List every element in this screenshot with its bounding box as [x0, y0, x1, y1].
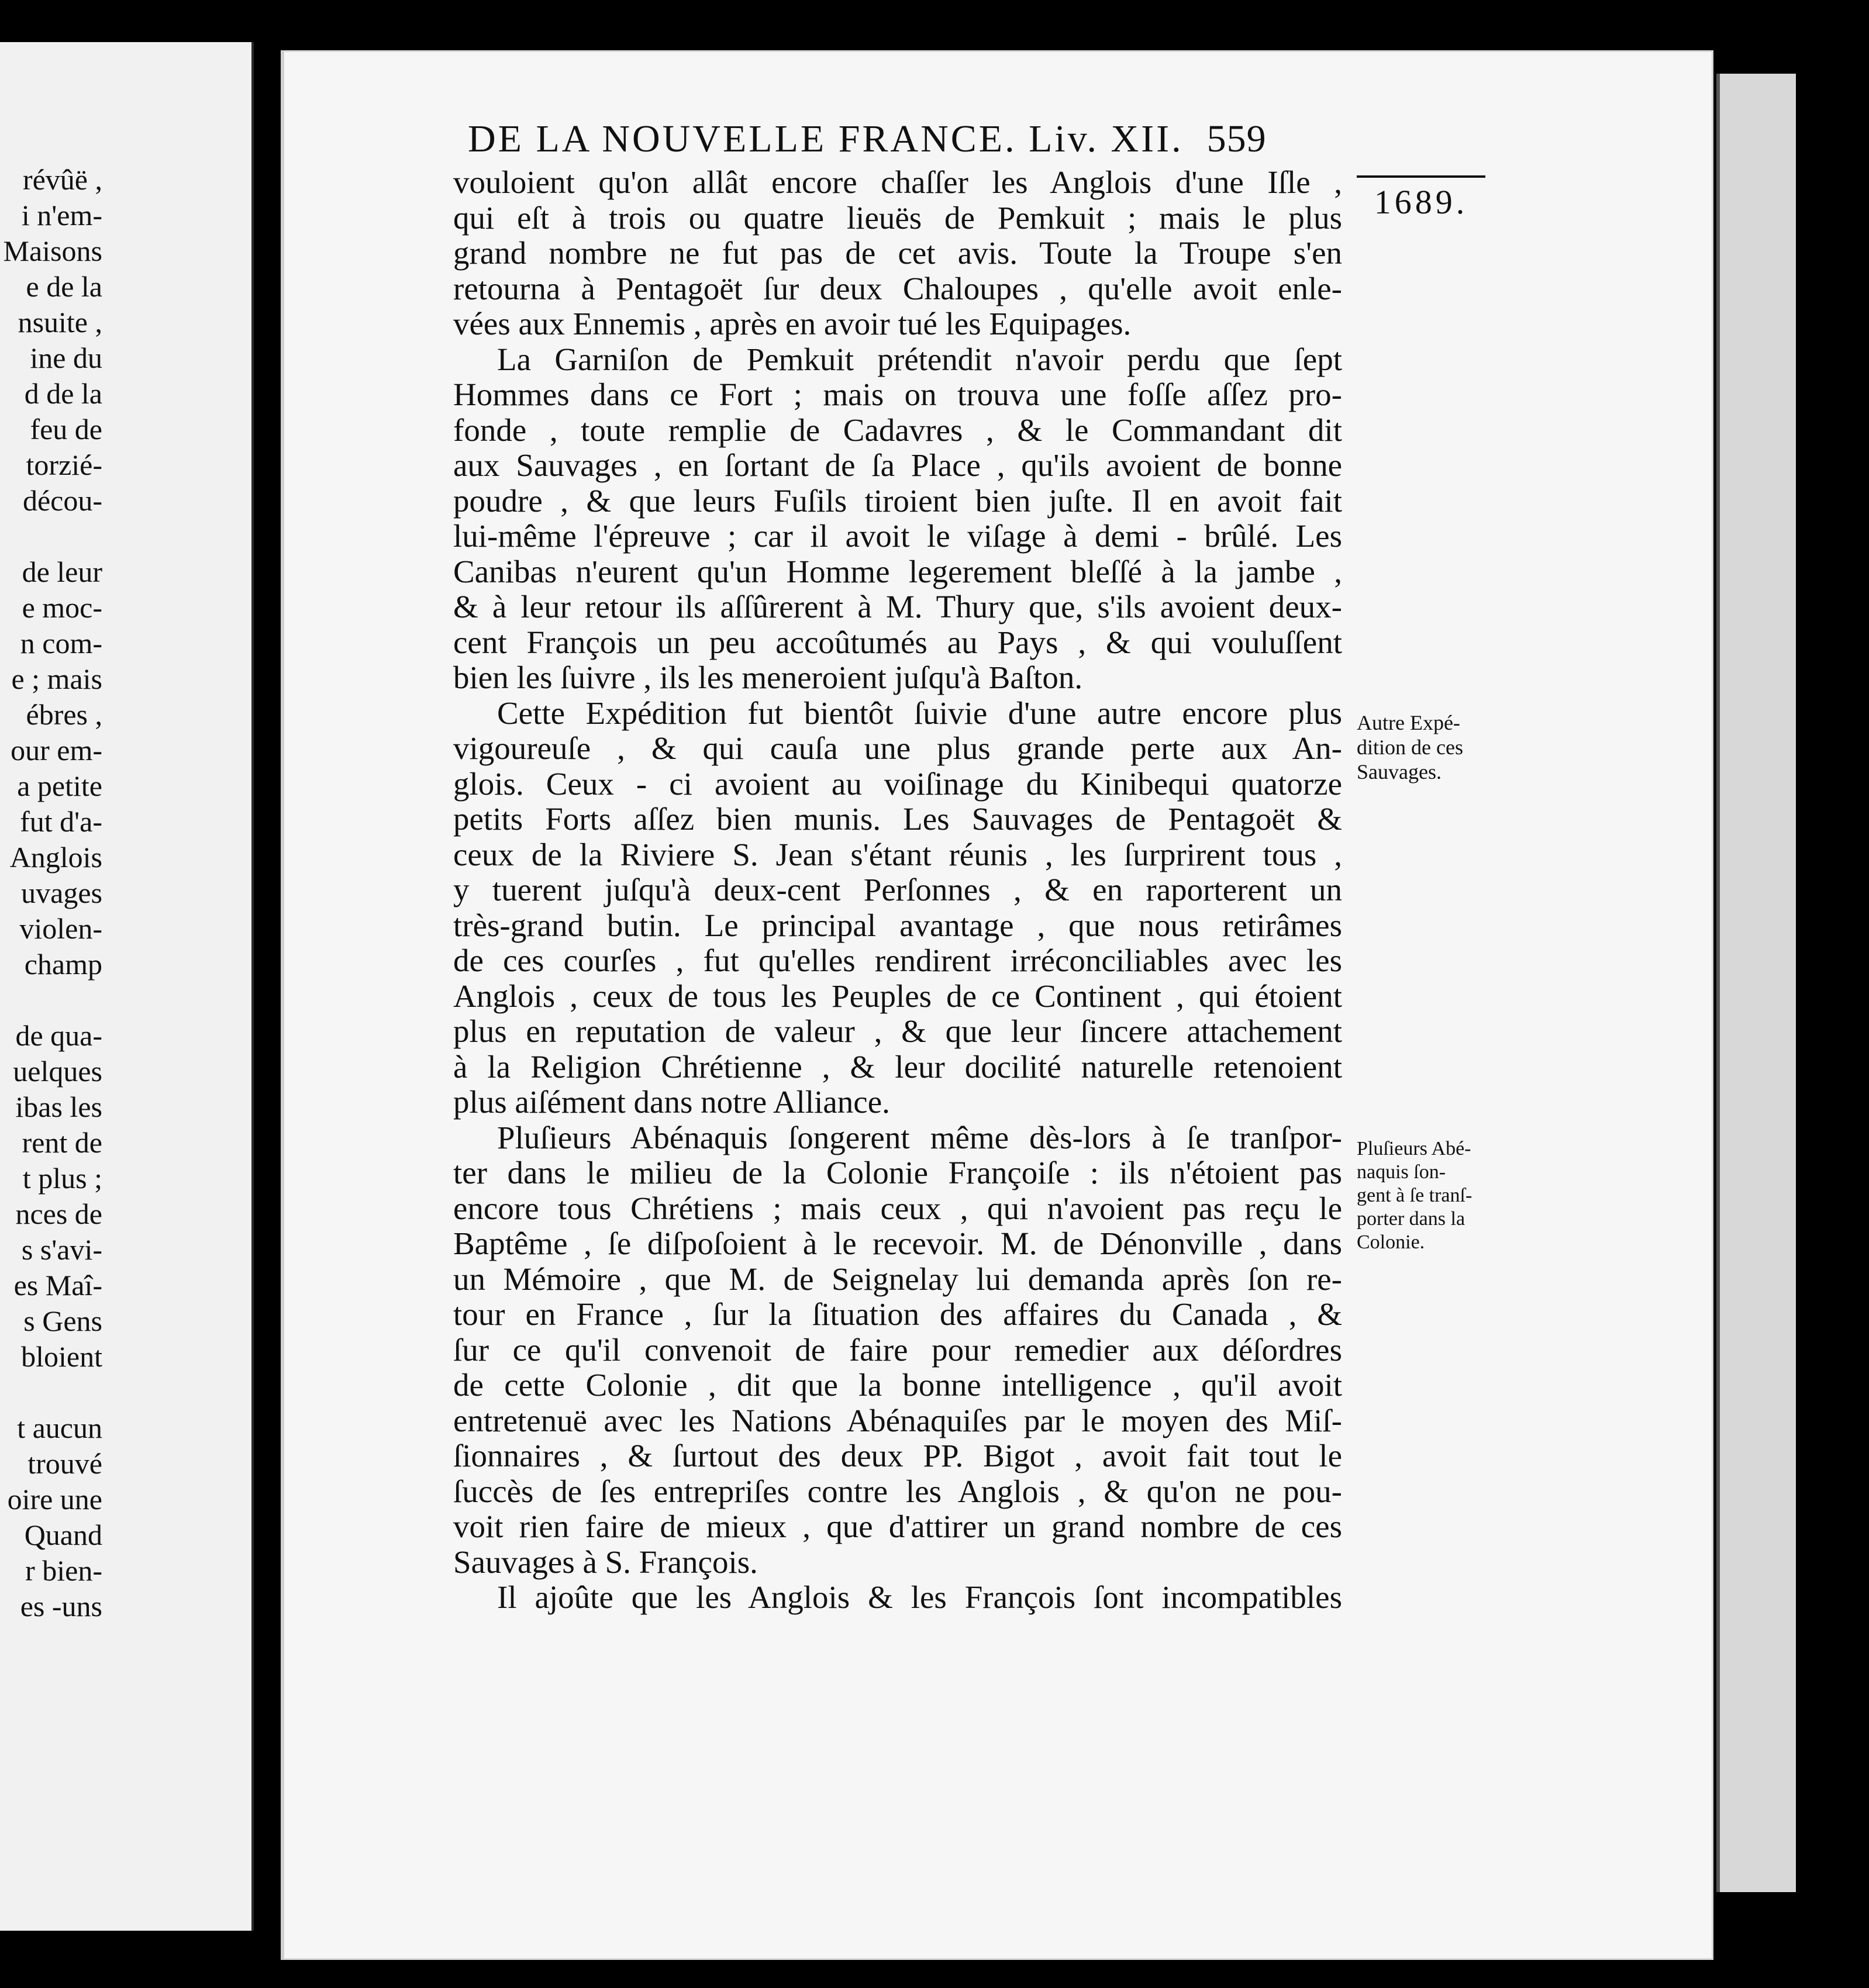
text-line: à la Religion Chrétienne , & leur docilité naturelle retenoient [453, 1048, 1342, 1085]
text-line: ſur ce qu'il convenoit de faire pour remedier aux déſordres [453, 1331, 1342, 1368]
page-edge [1716, 74, 1796, 1892]
left-page-fragment: es Maî- [13, 1269, 102, 1302]
left-page-fragment [4, 1375, 102, 1410]
left-page-fragment: oire une [7, 1483, 102, 1516]
left-page-fragment: e de la [26, 270, 102, 303]
text-line: très-grand butin. Le principal avantage , que nous retirâmes [453, 907, 1342, 943]
text-line: plus aiſément dans notre Alliance. [453, 1084, 890, 1120]
text-line: de cette Colonie , dit que la bonne intelligence , qu'il avoit [453, 1367, 1342, 1403]
text-line: un Mémoire , que M. de Seignelay lui demanda après ſon re- [453, 1261, 1342, 1297]
left-page-fragment: uelques [13, 1055, 102, 1088]
text-line: Cette Expédition fut bientôt ſuivie d'une autre encore plus [497, 695, 1342, 731]
text-line: petits Forts aſſez bien munis. Les Sauvages de Pentagoët & [453, 801, 1342, 837]
text-line: ceux de la Riviere S. Jean s'étant réunis , les ſurprirent tous , [453, 836, 1342, 872]
text-line: grand nombre ne fut pas de cet avis. Toute la Troupe s'en [453, 235, 1342, 271]
text-line: La Garniſon de Pemkuit prétendit n'avoir perdu que ſept [497, 341, 1342, 377]
margin-note-line: porter dans la [1357, 1208, 1465, 1230]
running-head-title: DE LA NOUVELLE FRANCE. Liv. XII. [468, 118, 1184, 160]
text-line: bien les ſuivre , ils les meneroient juſqu'à Baſton. [453, 660, 1083, 695]
text-line: & à leur retour ils aſſûrerent à M. Thury que, s'ils avoient deux- [453, 589, 1342, 624]
text-line: tour en France , ſur la ſituation des affaires du Canada , & [453, 1296, 1342, 1332]
text-line: de ces courſes , fut qu'elles rendirent irréconciliables avec les [453, 943, 1342, 978]
left-page-fragment: de qua- [15, 1019, 102, 1052]
text-line: ſionnaires , & ſurtout des deux PP. Bigot , avoit fait tout le [453, 1438, 1342, 1473]
left-page-fragment: ine du [30, 341, 102, 374]
text-line: Sauvages à S. François. [453, 1544, 758, 1580]
left-page-fragment [4, 519, 102, 554]
text-line: poudre , & que leurs Fuſils tiroient bien juſte. Il en avoit fait [453, 482, 1342, 519]
left-page-fragment: s s'avi- [21, 1233, 102, 1266]
text-line: Il ajoûte que les Anglois & les François ſont incompatibles [497, 1579, 1342, 1615]
margin-note-plusieurs-abenaquis [1357, 1137, 1497, 1254]
text-line: ter dans le milieu de la Colonie Françoiſe : ils n'étoient pas [453, 1155, 1342, 1190]
text-line: Pluſieurs Abénaquis ſongerent même dès-lors à ſe tranſpor- [497, 1119, 1342, 1155]
left-page-text-fragments [0, 162, 102, 1682]
text-line: Hommes dans ce Fort ; mais on trouva une foſſe aſſez pro- [453, 377, 1342, 412]
left-page-fragment: uvages [21, 876, 102, 909]
left-page-fragment: s Gens [23, 1304, 102, 1337]
text-line: entretenuë avec les Nations Abénaquiſes par le moyen des Miſ- [453, 1402, 1342, 1438]
left-page-fragment: révûë , [22, 163, 102, 196]
body-text [453, 165, 1342, 1616]
left-page-fragment: feu de [30, 413, 102, 446]
margin-note-line: Autre Expé- [1357, 711, 1460, 734]
left-page-fragment: Anglois [9, 841, 102, 874]
text-line: retourna à Pentagoët ſur deux Chaloupes , qu'elle avoit enle- [453, 270, 1342, 306]
text-line: plus en reputation de valeur , & que leur ſincere attachement [453, 1013, 1342, 1049]
left-page-fragment: fut d'a- [20, 805, 102, 838]
left-page-fragment: ibas les [15, 1090, 102, 1123]
text-line: glois. Ceux - ci avoient au voiſinage du Kinibequi quatorze [453, 765, 1342, 802]
text-line: Canibas n'eurent qu'un Homme legerement bleſſé à la jambe , [453, 553, 1342, 589]
left-page-fragment: ébres , [26, 698, 102, 731]
left-page-fragment: Maisons [3, 234, 102, 267]
left-page-fragment: t plus ; [22, 1162, 102, 1195]
left-page-fragment: nsuite , [18, 306, 102, 339]
left-page-fragment: nces de [15, 1197, 102, 1230]
left-page-fragment: violen- [19, 912, 102, 945]
text-line: Baptême , ſe diſpoſoient à le recevoir. M. de Dénonville , dans [453, 1226, 1342, 1261]
left-page-fragment: champ [24, 948, 102, 981]
text-line: vigoureuſe , & qui cauſa une plus grande perte aux An- [453, 730, 1342, 766]
left-page-fragment: e moc- [22, 591, 102, 624]
text-line: encore tous Chrétiens ; mais ceux , qui n'avoient pas reçu le [453, 1190, 1342, 1226]
text-line: qui eſt à trois ou quatre lieuës de Pemkuit ; mais le plus [453, 199, 1342, 236]
margin-year: 1689. [1357, 175, 1485, 222]
text-line: vouloient qu'on allât encore chaſſer les Anglois d'une Iſle , [453, 164, 1342, 200]
left-page-fragment: our em- [11, 734, 102, 767]
margin-note-line: dition de ces [1357, 736, 1463, 759]
left-page-fragment: t aucun [17, 1411, 102, 1444]
text-line: lui-même l'épreuve ; car il avoit le viſage à demi - brûlé. Les [453, 518, 1342, 554]
text-line: vées aux Ennemis , après en avoir tué les Equipages. [453, 306, 1132, 341]
text-line: cent François un peu accoûtumés au Pays , & qui vouluſſent [453, 624, 1342, 660]
margin-note-line: naquis ſon- [1357, 1161, 1446, 1183]
left-page-fragment: décou- [22, 484, 102, 517]
left-page-fragment: d de la [24, 377, 102, 410]
margin-note-line: Colonie. [1357, 1231, 1425, 1253]
page-number: 559 [1206, 118, 1267, 160]
left-page-fragment: es -uns [20, 1590, 102, 1623]
left-page-fragment: r bien- [25, 1554, 102, 1587]
margin-note-line: gent à ſe tranſ- [1357, 1185, 1473, 1206]
text-line: aux Sauvages , en ſortant de ſa Place , qu'ils avoient de bonne [453, 447, 1342, 483]
left-page-fragment: torzié- [26, 448, 102, 481]
left-page-fragment: bloient [21, 1340, 102, 1373]
running-head [468, 117, 1333, 161]
left-page-fragment: n com- [20, 627, 102, 660]
left-page-fragment: e ; mais [11, 662, 102, 695]
margin-note-line: Sauvages. [1357, 760, 1442, 784]
left-page-fragment: trouvé [27, 1447, 102, 1480]
left-page-fragment: i n'em- [21, 199, 102, 232]
left-page-fragment: Quand [24, 1518, 102, 1551]
left-page-fragment: rent de [22, 1126, 102, 1159]
left-page-fragment: de leur [22, 555, 102, 588]
left-page-fragment: a petite [17, 769, 102, 802]
text-line: Anglois , ceux de tous les Peuples de ce Continent , qui étoient [453, 978, 1342, 1014]
left-page [0, 42, 254, 1931]
text-line: ſuccès de ſes entrepriſes contre les Anglois , & qu'on ne pou- [453, 1473, 1342, 1509]
text-line: voit rien faire de mieux , que d'attirer un grand nombre de ces [453, 1509, 1342, 1544]
left-page-fragment [4, 982, 102, 1018]
margin-note-line: Pluſieurs Abé- [1357, 1138, 1471, 1159]
text-line: fonde , toute remplie de Cadavres , & le Commandant dit [453, 412, 1342, 448]
margin-note-autre-expedition [1357, 710, 1497, 784]
text-line: y tuerent juſqu'à deux-cent Perſonnes , & en raporterent un [453, 872, 1342, 907]
